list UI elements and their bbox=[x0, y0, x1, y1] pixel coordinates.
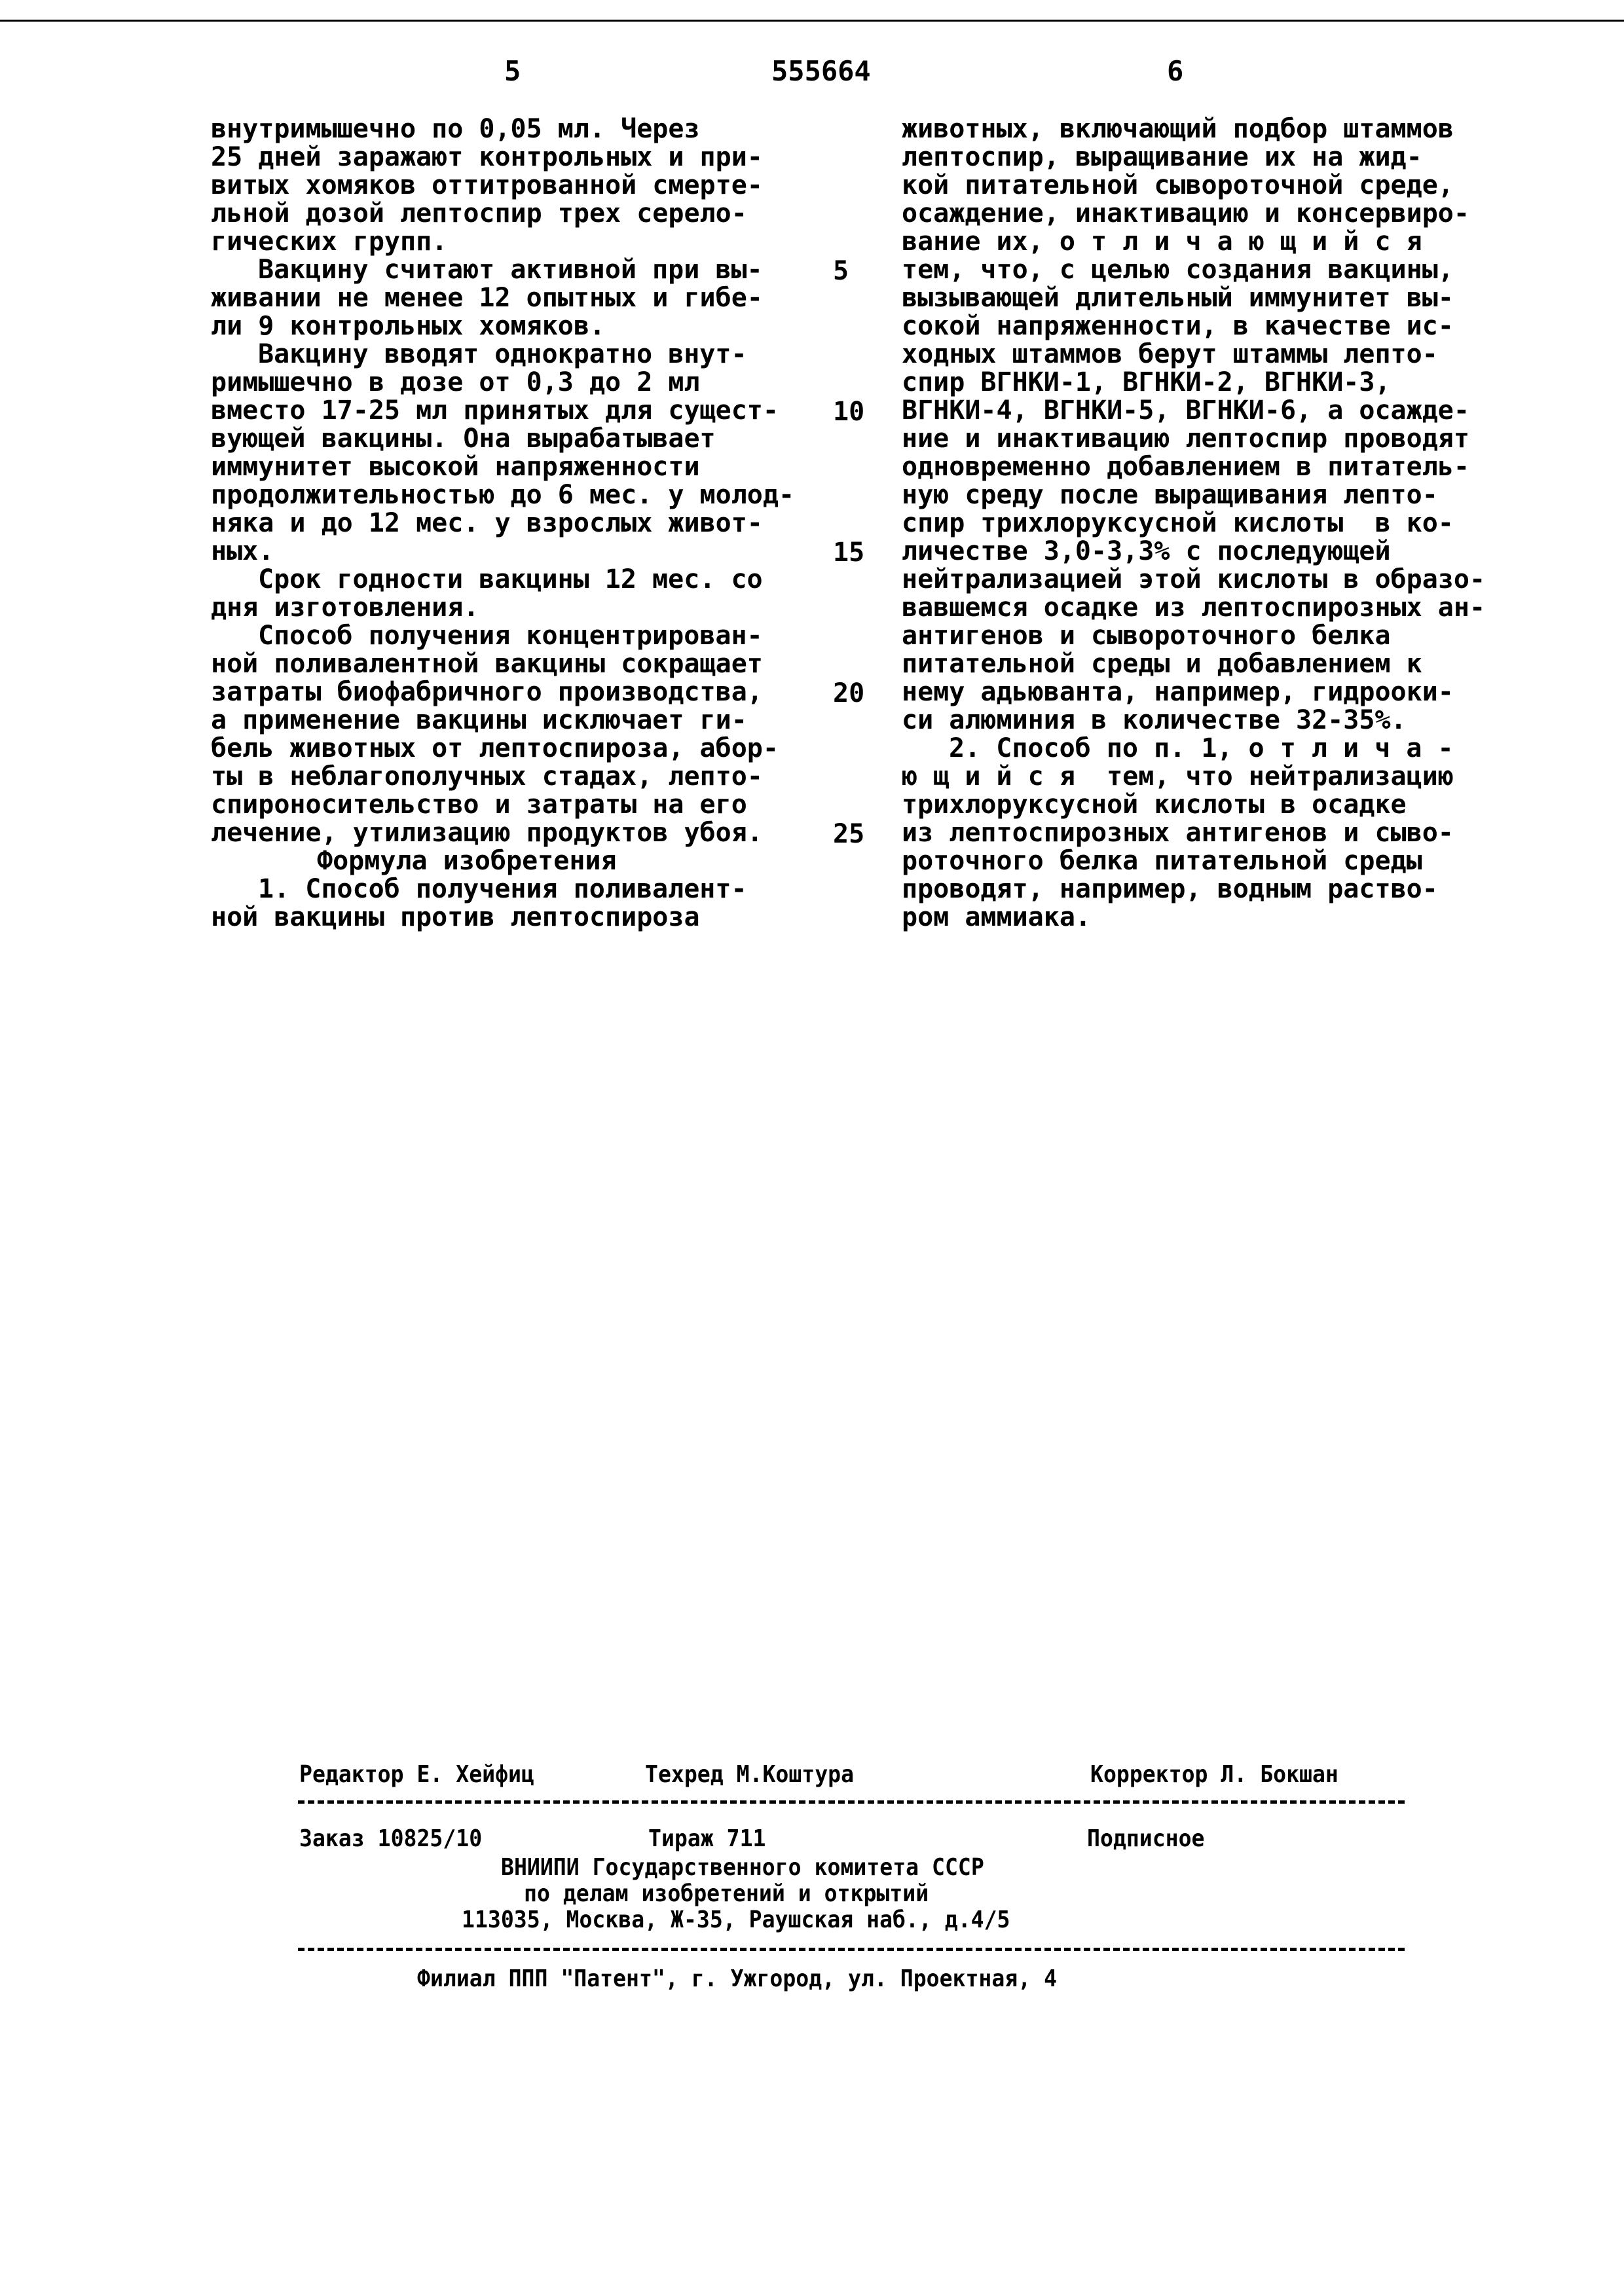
patent-number: 555664 bbox=[771, 55, 871, 87]
footer-editor: Редактор Е. Хейфиц bbox=[299, 1761, 534, 1788]
left-text-column bbox=[211, 115, 794, 932]
text-line: ной поливалентной вакцины сокращает bbox=[211, 650, 794, 678]
text-line: лечение, утилизацию продуктов убоя. bbox=[211, 819, 794, 847]
text-line: животных, включающий подбор штаммов bbox=[902, 115, 1485, 143]
text-line: вавшемся осадке из лептоспирозных ан- bbox=[902, 594, 1485, 622]
text-line: Способ получения концентрирован- bbox=[211, 622, 794, 650]
right-text-column bbox=[902, 115, 1485, 932]
text-line: няка и до 12 мес. у взрослых живот- bbox=[211, 509, 794, 538]
text-line: ную среду после выращивания лепто- bbox=[902, 481, 1485, 509]
text-line: спир ВГНКИ-1, ВГНКИ-2, ВГНКИ-3, bbox=[902, 369, 1485, 397]
text-line: ром аммиака. bbox=[902, 903, 1485, 932]
text-line: ю щ и й с я тем, что нейтрализацию bbox=[902, 763, 1485, 791]
text-line: ходных штаммов берут штаммы лепто- bbox=[902, 340, 1485, 369]
text-line: бель животных от лептоспироза, абор- bbox=[211, 735, 794, 763]
top-rule bbox=[0, 20, 1624, 22]
text-line: продолжительностью до 6 мес. у молод- bbox=[211, 481, 794, 509]
text-line: тем, что, с целью создания вакцины, bbox=[902, 256, 1485, 284]
line-number: 10 bbox=[833, 397, 864, 427]
text-line: проводят, например, водным раство- bbox=[902, 875, 1485, 903]
text-line: внутримышечно по 0,05 мл. Через bbox=[211, 115, 794, 143]
footer-org-address: 113035, Москва, Ж-35, Раушская наб., д.4/5 bbox=[462, 1906, 1010, 1933]
line-number: 25 bbox=[833, 819, 864, 849]
footer-org-line2: по делам изобретений и открытий bbox=[524, 1880, 929, 1907]
text-line: вующей вакцины. Она вырабатывает bbox=[211, 425, 794, 453]
text-line: питательной среды и добавлением к bbox=[902, 650, 1485, 678]
footer-divider-2 bbox=[298, 1948, 1405, 1951]
text-line: льной дозой лептоспир трех серело- bbox=[211, 200, 794, 228]
text-line: вызывающей длительный иммунитет вы- bbox=[902, 284, 1485, 312]
line-number: 15 bbox=[833, 538, 864, 568]
footer-techred: Техред М.Коштура bbox=[645, 1761, 854, 1788]
text-line: ВГНКИ-4, ВГНКИ-5, ВГНКИ-6, а осажде- bbox=[902, 397, 1485, 425]
text-line: вместо 17-25 мл принятых для сущест- bbox=[211, 397, 794, 425]
text-line: а применение вакцины исключает ги- bbox=[211, 706, 794, 735]
footer-circulation: Тираж 711 bbox=[648, 1825, 766, 1852]
footer-branch: Филиал ППП "Патент", г. Ужгород, ул. Проектная, 4 bbox=[417, 1965, 1057, 1992]
text-line: кой питательной сывороточной среде, bbox=[902, 172, 1485, 200]
left-page-number: 5 bbox=[504, 55, 521, 87]
text-line: нему адьюванта, например, гидрооки- bbox=[902, 678, 1485, 706]
section-heading: Формула изобретения bbox=[211, 847, 794, 875]
text-line: ты в неблагополучных стадах, лепто- bbox=[211, 763, 794, 791]
text-line: одновременно добавлением в питатель- bbox=[902, 453, 1485, 481]
text-line: Срок годности вакцины 12 мес. со bbox=[211, 566, 794, 594]
text-line: ли 9 контрольных хомяков. bbox=[211, 312, 794, 340]
text-line: 2. Способ по п. 1, о т л и ч а - bbox=[902, 735, 1485, 763]
text-line: спироносительство и затраты на его bbox=[211, 791, 794, 819]
text-line: ние и инактивацию лептоспир проводят bbox=[902, 425, 1485, 453]
text-line: римышечно в дозе от 0,3 до 2 мл bbox=[211, 369, 794, 397]
line-number: 20 bbox=[833, 678, 864, 708]
text-line: затраты биофабричного производства, bbox=[211, 678, 794, 706]
text-line: лептоспир, выращивание их на жид- bbox=[902, 143, 1485, 172]
line-number: 5 bbox=[833, 256, 849, 286]
text-line: ной вакцины против лептоспироза bbox=[211, 903, 794, 932]
text-line: Вакцину вводят однократно внут- bbox=[211, 340, 794, 369]
footer-order: Заказ 10825/10 bbox=[299, 1825, 482, 1852]
text-line: вание их, о т л и ч а ю щ и й с я bbox=[902, 228, 1485, 256]
text-line: спир трихлоруксусной кислоты в ко- bbox=[902, 509, 1485, 538]
text-line: нейтрализацией этой кислоты в образо- bbox=[902, 566, 1485, 594]
text-line: осаждение, инактивацию и консервиро- bbox=[902, 200, 1485, 228]
text-line: из лептоспирозных антигенов и сыво- bbox=[902, 819, 1485, 847]
right-page-number: 6 bbox=[1167, 55, 1183, 87]
footer-divider bbox=[298, 1800, 1405, 1804]
text-line: иммунитет высокой напряженности bbox=[211, 453, 794, 481]
text-line: витых хомяков оттитрованной смерте- bbox=[211, 172, 794, 200]
text-line: роточного белка питательной среды bbox=[902, 847, 1485, 875]
text-line: 1. Способ получения поливалент- bbox=[211, 875, 794, 903]
text-line: си алюминия в количестве 32-35%. bbox=[902, 706, 1485, 735]
text-line: дня изготовления. bbox=[211, 594, 794, 622]
text-line: антигенов и сывороточного белка bbox=[902, 622, 1485, 650]
footer-corrector: Корректор Л. Бокшан bbox=[1090, 1761, 1338, 1788]
text-line: сокой напряженности, в качестве ис- bbox=[902, 312, 1485, 340]
text-line: 25 дней заражают контрольных и при- bbox=[211, 143, 794, 172]
text-line: ных. bbox=[211, 538, 794, 566]
footer-subscription: Подписное bbox=[1087, 1825, 1204, 1852]
text-line: трихлоруксусной кислоты в осадке bbox=[902, 791, 1485, 819]
text-line: Вакцину считают активной при вы- bbox=[211, 256, 794, 284]
text-line: личестве 3,0-3,3% с последующей bbox=[902, 538, 1485, 566]
text-line: гических групп. bbox=[211, 228, 794, 256]
text-line: живании не менее 12 опытных и гибе- bbox=[211, 284, 794, 312]
footer-org-line1: ВНИИПИ Государственного комитета СССР bbox=[501, 1854, 984, 1881]
